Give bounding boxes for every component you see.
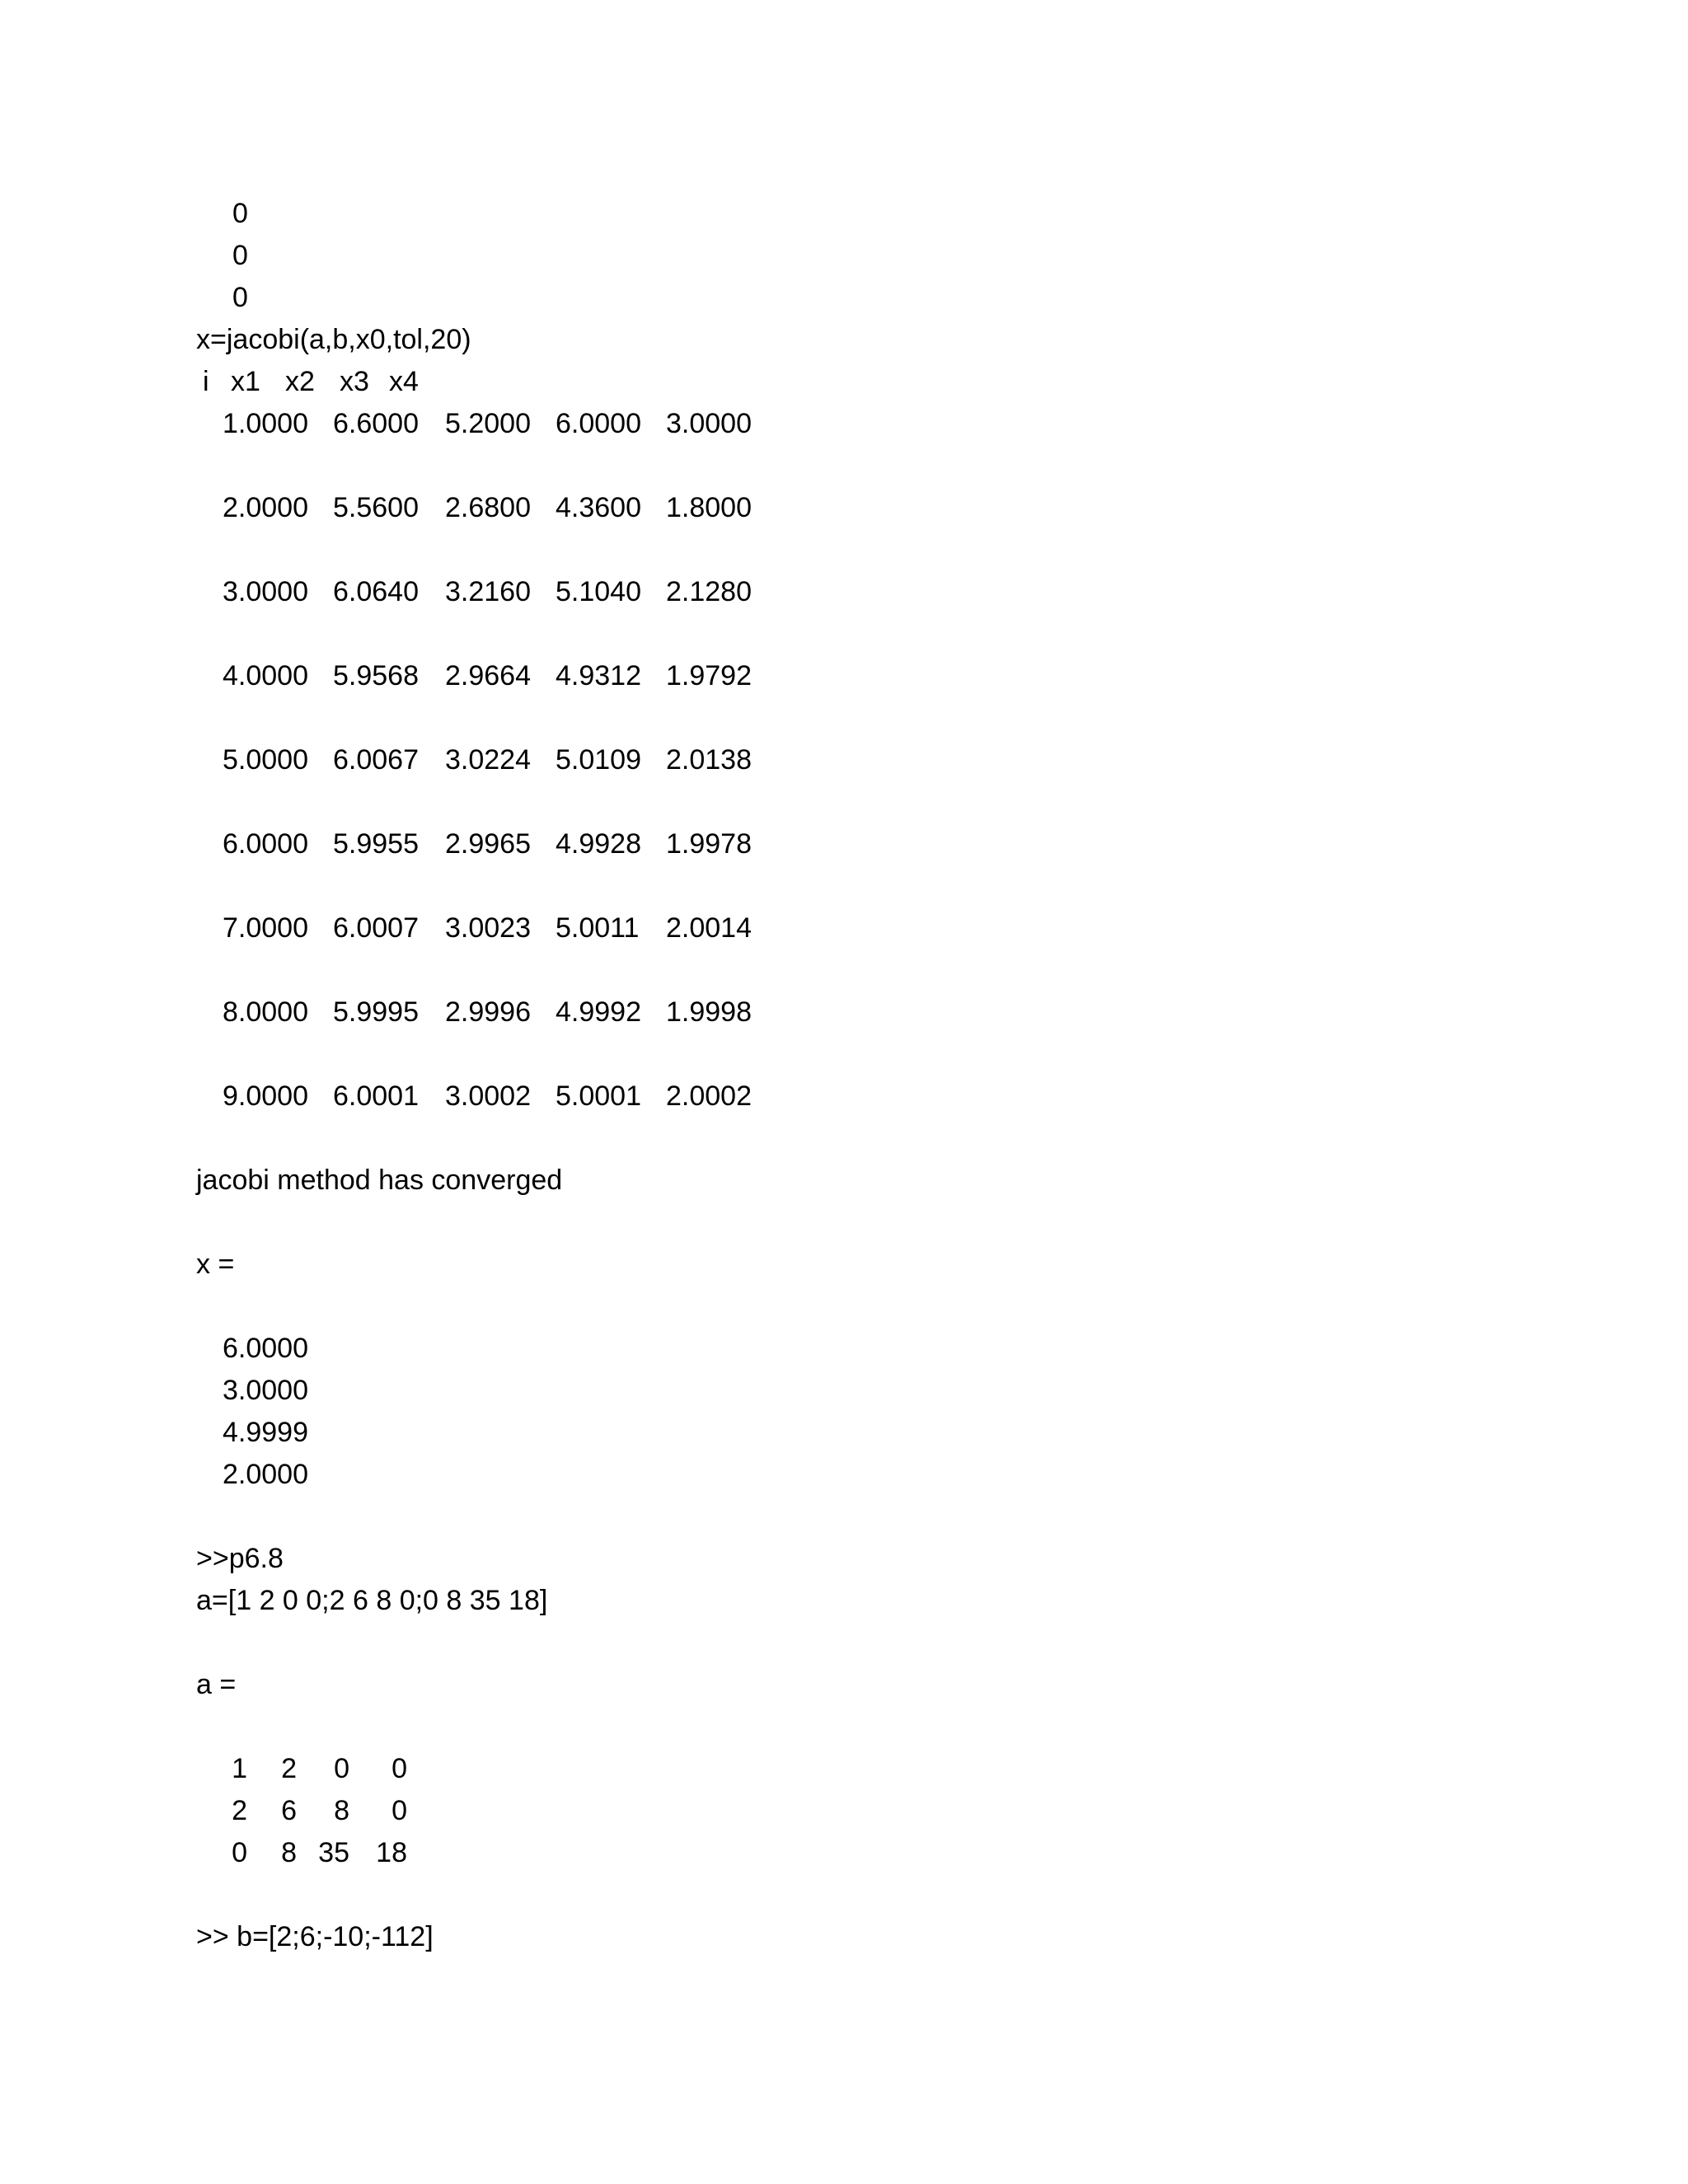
table-cell-x2: 2.9664 bbox=[445, 660, 531, 691]
matrix-a-label: a = bbox=[196, 1669, 237, 1700]
table-cell-x2: 3.0023 bbox=[445, 912, 531, 944]
table-cell-x1: 6.0067 bbox=[333, 744, 419, 776]
matrix-a-cell: 6 bbox=[281, 1795, 297, 1826]
table-cell-x4: 3.0000 bbox=[666, 408, 752, 439]
x-result-value: 4.9999 bbox=[223, 1417, 308, 1448]
matrix-a-cell: 35 bbox=[318, 1837, 349, 1868]
table-cell-x3: 5.1040 bbox=[556, 576, 641, 607]
x-result-value: 3.0000 bbox=[223, 1375, 308, 1406]
table-cell-x3: 5.0001 bbox=[556, 1080, 641, 1112]
table-cell-x3: 4.9312 bbox=[556, 660, 641, 691]
matrix-a-cell: 18 bbox=[376, 1837, 407, 1868]
vector-b-assign: >> b=[2;6;-10;-112] bbox=[196, 1921, 434, 1952]
matrix-a-cell: 2 bbox=[232, 1795, 247, 1826]
jacobi-call-line: x=jacobi(a,b,x0,tol,20) bbox=[196, 324, 471, 355]
table-header-x3: x3 bbox=[340, 366, 369, 397]
matrix-a-cell: 1 bbox=[232, 1753, 247, 1784]
matrix-a-cell: 8 bbox=[334, 1795, 349, 1826]
table-cell-i: 8.0000 bbox=[223, 996, 308, 1028]
table-header-x4: x4 bbox=[389, 366, 419, 397]
table-cell-x2: 3.0224 bbox=[445, 744, 531, 776]
table-cell-x2: 2.6800 bbox=[445, 492, 531, 523]
table-cell-x2: 3.0002 bbox=[445, 1080, 531, 1112]
x-result-value: 6.0000 bbox=[223, 1333, 308, 1364]
table-cell-x3: 5.0109 bbox=[556, 744, 641, 776]
table-cell-x1: 6.6000 bbox=[333, 408, 419, 439]
table-cell-x4: 1.9792 bbox=[666, 660, 752, 691]
table-cell-x4: 1.9998 bbox=[666, 996, 752, 1028]
table-header-x2: x2 bbox=[285, 366, 315, 397]
x0-value: 0 bbox=[232, 240, 248, 271]
table-cell-x1: 6.0001 bbox=[333, 1080, 419, 1112]
table-cell-i: 4.0000 bbox=[223, 660, 308, 691]
table-cell-x4: 1.8000 bbox=[666, 492, 752, 523]
table-cell-x1: 6.0007 bbox=[333, 912, 419, 944]
table-cell-x2: 5.2000 bbox=[445, 408, 531, 439]
table-cell-x2: 3.2160 bbox=[445, 576, 531, 607]
table-cell-x1: 5.9995 bbox=[333, 996, 419, 1028]
table-cell-i: 9.0000 bbox=[223, 1080, 308, 1112]
table-cell-x2: 2.9996 bbox=[445, 996, 531, 1028]
table-cell-x1: 5.9955 bbox=[333, 828, 419, 860]
matrix-a-cell: 0 bbox=[392, 1795, 407, 1826]
table-cell-x1: 6.0640 bbox=[333, 576, 419, 607]
table-cell-x4: 1.9978 bbox=[666, 828, 752, 860]
command-prompt: >>p6.8 bbox=[196, 1543, 284, 1574]
table-cell-x3: 4.3600 bbox=[556, 492, 641, 523]
matrix-a-cell: 0 bbox=[232, 1837, 247, 1868]
table-cell-x4: 2.0138 bbox=[666, 744, 752, 776]
x-result-label: x = bbox=[196, 1249, 235, 1280]
table-cell-x1: 5.9568 bbox=[333, 660, 419, 691]
x0-value: 0 bbox=[232, 282, 248, 313]
x0-value: 0 bbox=[232, 198, 248, 229]
table-header-i: i bbox=[203, 366, 209, 397]
matrix-a-cell: 2 bbox=[281, 1753, 297, 1784]
table-cell-x3: 5.0011 bbox=[556, 912, 640, 944]
table-cell-x4: 2.0014 bbox=[666, 912, 752, 944]
matrix-a-cell: 0 bbox=[392, 1753, 407, 1784]
table-cell-x4: 2.1280 bbox=[666, 576, 752, 607]
table-cell-i: 7.0000 bbox=[223, 912, 308, 944]
table-cell-x3: 4.9928 bbox=[556, 828, 641, 860]
table-header-x1: x1 bbox=[231, 366, 260, 397]
x-result-value: 2.0000 bbox=[223, 1459, 308, 1490]
table-cell-i: 6.0000 bbox=[223, 828, 308, 860]
table-cell-x1: 5.5600 bbox=[333, 492, 419, 523]
matrix-a-cell: 8 bbox=[281, 1837, 297, 1868]
table-cell-x3: 6.0000 bbox=[556, 408, 641, 439]
table-cell-i: 3.0000 bbox=[223, 576, 308, 607]
matrix-a-cell: 0 bbox=[334, 1753, 349, 1784]
table-cell-i: 2.0000 bbox=[223, 492, 308, 523]
table-cell-x2: 2.9965 bbox=[445, 828, 531, 860]
matrix-a-assign: a=[1 2 0 0;2 6 8 0;0 8 35 18] bbox=[196, 1585, 548, 1616]
table-cell-x4: 2.0002 bbox=[666, 1080, 752, 1112]
table-cell-x3: 4.9992 bbox=[556, 996, 641, 1028]
converged-message: jacobi method has converged bbox=[196, 1165, 563, 1196]
table-cell-i: 5.0000 bbox=[223, 744, 308, 776]
table-cell-i: 1.0000 bbox=[223, 408, 308, 439]
